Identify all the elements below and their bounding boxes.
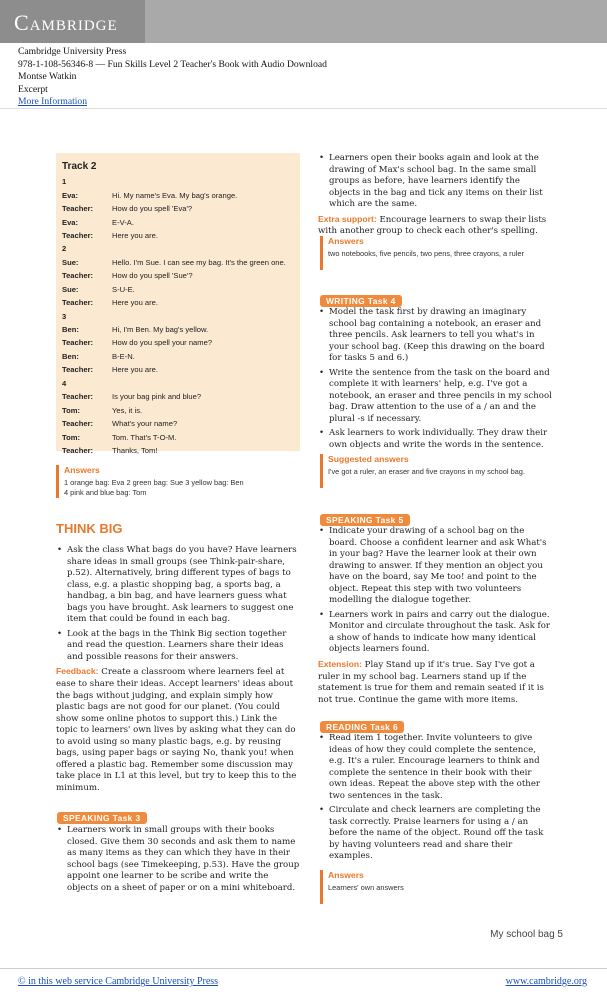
track-speaker: Teacher:	[62, 419, 94, 429]
speaking-task3-bullet-1: • Learners work in small groups with their books closed. Give them 30 seconds and ask them to name as many items as they can which they have in their school bags (see Timekeeping, p.53). Have the group appoint one learner to be scribe and write the objects on a sheet of paper or on a mini whiteboard.	[56, 825, 300, 894]
more-information-link[interactable]: More Information	[18, 96, 88, 107]
right-top-section	[318, 153, 552, 238]
extension-label: Extension:	[318, 659, 362, 670]
author-name: Montse Watkin	[18, 71, 77, 82]
track-line: Hi, I'm Ben. My bag's yellow.	[112, 325, 209, 335]
track-row	[62, 175, 294, 188]
think-big-bullet-1: • Ask the class What bags do you have? Have learners share ideas in small groups (see Think-pair-share, p.52). Alternatively, bring different types of bags to class, e.g. a plastic shopping bag, a sports bag, a handbag, a bin bag, and have learners guess what bags you have brought. Ask learners to suggest one item that could be found in each bag.	[56, 545, 300, 626]
answers-title: Answers	[64, 465, 100, 475]
extra-support-label: Extra support:	[318, 213, 377, 224]
track-speaker: 1	[62, 177, 67, 187]
track-row	[62, 296, 294, 309]
track-speaker: Eva:	[62, 217, 79, 227]
answers-line: 1 orange bag: Eva 2 green bag: Sue 3 yellow bag: Ben	[64, 478, 244, 487]
track-row	[62, 256, 294, 269]
answers-box-task6	[320, 870, 552, 904]
track-speaker: Teacher:	[62, 204, 94, 214]
speaking-task3-section	[56, 825, 300, 897]
track-line: Is your bag pink and blue?	[112, 392, 202, 402]
writing-task4-bullet-2: • Write the sentence from the task on the board and complete it with learners' help, e.g. I've got a notebook, an eraser and three pencils in my school bag. Draw attention to the use of a / an and the plural -s if necessary.	[318, 368, 552, 426]
track-speaker: 3	[62, 311, 67, 321]
extension-paragraph	[318, 659, 552, 706]
track-rows	[62, 175, 294, 457]
track-speaker: Teacher:	[62, 392, 94, 402]
reading-task6-bullet-1: • Read item 1 together. Invite volunteers to give ideas of how they could complete the sentence, e.g. It's a ruler. Encourage learners to think and complete the sentence in their book with their own ideas. Repeat the above step with the other two sentences in the task.	[318, 733, 552, 802]
track-line: How do you spell 'Sue'?	[112, 271, 193, 281]
track-row	[62, 336, 294, 349]
speaking-task5-tag: SPEAKING Task 5	[320, 514, 410, 526]
track-line: Yes, it is.	[112, 405, 143, 415]
speaking-task5-bullet-2: • Learners work in pairs and carry out the dialogue. Monitor and circulate throughout the task. Ask for a show of hands to indicate how many identical objects learners found.	[318, 610, 552, 656]
track-speaker: Teacher:	[62, 365, 94, 375]
track-speaker: Tom:	[62, 405, 80, 415]
website-link[interactable]: www.cambridge.org	[505, 976, 587, 987]
track-row	[62, 444, 294, 457]
track-row	[62, 188, 294, 201]
track-line: S-U-E.	[112, 284, 135, 294]
extra-support-text: Encourage learners to swap their lists with another group to check each other's spelling.	[318, 214, 547, 237]
track-row	[62, 363, 294, 376]
track-row	[62, 403, 294, 416]
answers-line: Learners' own answers	[328, 883, 404, 892]
feedback-label: Feedback:	[56, 666, 99, 677]
track-line: Hello. I'm Sue. I can see my bag. It's the green one.	[112, 257, 286, 267]
feedback-paragraph	[56, 666, 300, 794]
track-row	[62, 417, 294, 430]
track-row	[62, 269, 294, 282]
suggested-answers-title: Suggested answers	[328, 454, 409, 464]
track-row	[62, 309, 294, 322]
think-big-section	[56, 545, 300, 794]
header-divider	[0, 108, 607, 109]
track-line: Hi. My name's Eva. My bag's orange.	[112, 190, 238, 200]
track-row	[62, 229, 294, 242]
reading-task6-tag-wrap	[320, 715, 404, 734]
reading-task6-section	[318, 733, 552, 866]
track-line: Here you are.	[112, 365, 159, 375]
track-line: What's your name?	[112, 419, 178, 429]
track-speaker: 4	[62, 378, 67, 388]
publisher-name: Cambridge University Press	[18, 46, 127, 57]
track-title: Track 2	[62, 161, 97, 172]
track-line: Thanks, Tom!	[112, 445, 158, 455]
track-speaker: Teacher:	[62, 271, 94, 281]
track-line: Here you are.	[112, 298, 159, 308]
track-speaker: Sue:	[62, 284, 79, 294]
track-speaker: Teacher:	[62, 338, 94, 348]
track-row	[62, 202, 294, 215]
cambridge-logo: Cambridge	[0, 0, 145, 43]
feedback-text: Create a classroom where learners feel at ease to share their ideas. Accept learners' ideas about the bags without judging, and explain simply how plastic bags are not good for our planet. (You could show some online photos to support this.) Link the topic to learners' own lives by asking what they can do to avoid using so many plastic bags, e.g. by reusing bags, using paper bags or saying No, thank you! when offered a plastic bag. Remember some discussion may take place in L1 at this level, but try to keep this to the minimum.	[56, 667, 297, 793]
answers-line: 4 pink and blue bag: Tom	[64, 488, 147, 497]
think-big-heading: THINK BIG	[56, 521, 123, 536]
excerpt-label: Excerpt	[18, 83, 48, 95]
track-speaker: Teacher:	[62, 445, 94, 455]
speaking-task3-tag: SPEAKING Task 3	[57, 812, 147, 824]
track-row	[62, 430, 294, 443]
extension-text: Play Stand up if it's true. Say I've got a ruler in my school bag. Learners stand up if the statement is true for them and remain seated if it is not true. Continue the game with more items.	[318, 660, 544, 705]
track-row	[62, 390, 294, 403]
track-line: How do you spell 'Eva'?	[112, 204, 193, 214]
track-speaker: Ben:	[62, 325, 79, 335]
writing-task4-tag-wrap	[320, 289, 402, 308]
writing-task4-bullet-3: • Ask learners to work individually. They draw their own objects and write the words in the sentence.	[318, 428, 552, 451]
book-metadata	[18, 46, 327, 109]
reading-task6-tag: READING Task 6	[320, 721, 404, 733]
answers-box-task3	[320, 236, 552, 270]
track-row	[62, 323, 294, 336]
track-transcript-box	[56, 153, 300, 455]
track-speaker: Teacher:	[62, 298, 94, 308]
track-line: Here you are.	[112, 230, 159, 240]
track-row	[62, 350, 294, 363]
isbn-title: 978-1-108-56346-8 — Fun Skills Level 2 Teacher's Book with Audio Download	[18, 58, 327, 70]
speaking-task3-tag-wrap	[57, 806, 147, 825]
speaking-task5-tag-wrap	[320, 508, 410, 527]
track-row	[62, 283, 294, 296]
track-row	[62, 377, 294, 390]
speaking-task5-bullet-1: • Indicate your drawing of a school bag on the board. Choose a confident learner and ask What's in your bag? Have the learner look at their own drawing to answer. If they mention an object you have on the board, say Me too! and point to the object. Repeat this step with two volunteers modelling the dialogue together.	[318, 526, 552, 607]
answers-line: two notebooks, five pencils, two pens, three crayons, a ruler	[328, 249, 524, 258]
suggested-answers-box	[320, 454, 552, 488]
extra-support-paragraph	[318, 214, 552, 238]
track-line: B-E-N.	[112, 351, 135, 361]
publisher-banner	[0, 0, 607, 43]
right-top-bullet: • Learners open their books again and look at the drawing of Max's school bag. In the same small groups as before, have learners identify the objects in the bag and tick any items on their list which are the same.	[318, 153, 552, 211]
answers-box-track	[56, 465, 300, 498]
track-line: E-V-A.	[112, 217, 134, 227]
track-speaker: Sue:	[62, 257, 79, 267]
track-speaker: Tom:	[62, 432, 80, 442]
track-line: How do you spell your name?	[112, 338, 213, 348]
track-row	[62, 215, 294, 228]
track-line: Tom. That's T-O-M.	[112, 432, 177, 442]
reading-task6-bullet-2: • Circulate and check learners are completing the task correctly. Praise learners for using a / an before the name of the object. Round off the task by having volunteers read and share their examples.	[318, 805, 552, 863]
track-speaker: 2	[62, 244, 67, 254]
track-speaker: Eva:	[62, 190, 79, 200]
answers-title: Answers	[328, 870, 364, 880]
answers-title: Answers	[328, 236, 364, 246]
writing-task4-tag: WRITING Task 4	[320, 295, 402, 307]
track-row	[62, 242, 294, 255]
copyright-link[interactable]: © in this web service Cambridge University Press	[18, 976, 219, 987]
think-big-bullet-2: • Look at the bags in the Think Big section together and read the question. Learners share their ideas and possible reasons for their answers.	[56, 629, 300, 664]
footer-divider	[0, 968, 607, 969]
suggested-answers-text: I've got a ruler, an eraser and five crayons in my school bag.	[328, 467, 525, 476]
writing-task4-section	[318, 307, 552, 455]
writing-task4-bullet-1: • Model the task first by drawing an imaginary school bag containing a notebook, an eraser and three pencils. Ask learners to tell you what's in your school bag. (Keep this drawing on the board for tasks 5 and 6.)	[318, 307, 552, 365]
speaking-task5-section	[318, 526, 552, 706]
track-speaker: Teacher:	[62, 230, 94, 240]
track-speaker: Ben:	[62, 351, 79, 361]
page-footer-label: My school bag 5	[490, 929, 563, 940]
